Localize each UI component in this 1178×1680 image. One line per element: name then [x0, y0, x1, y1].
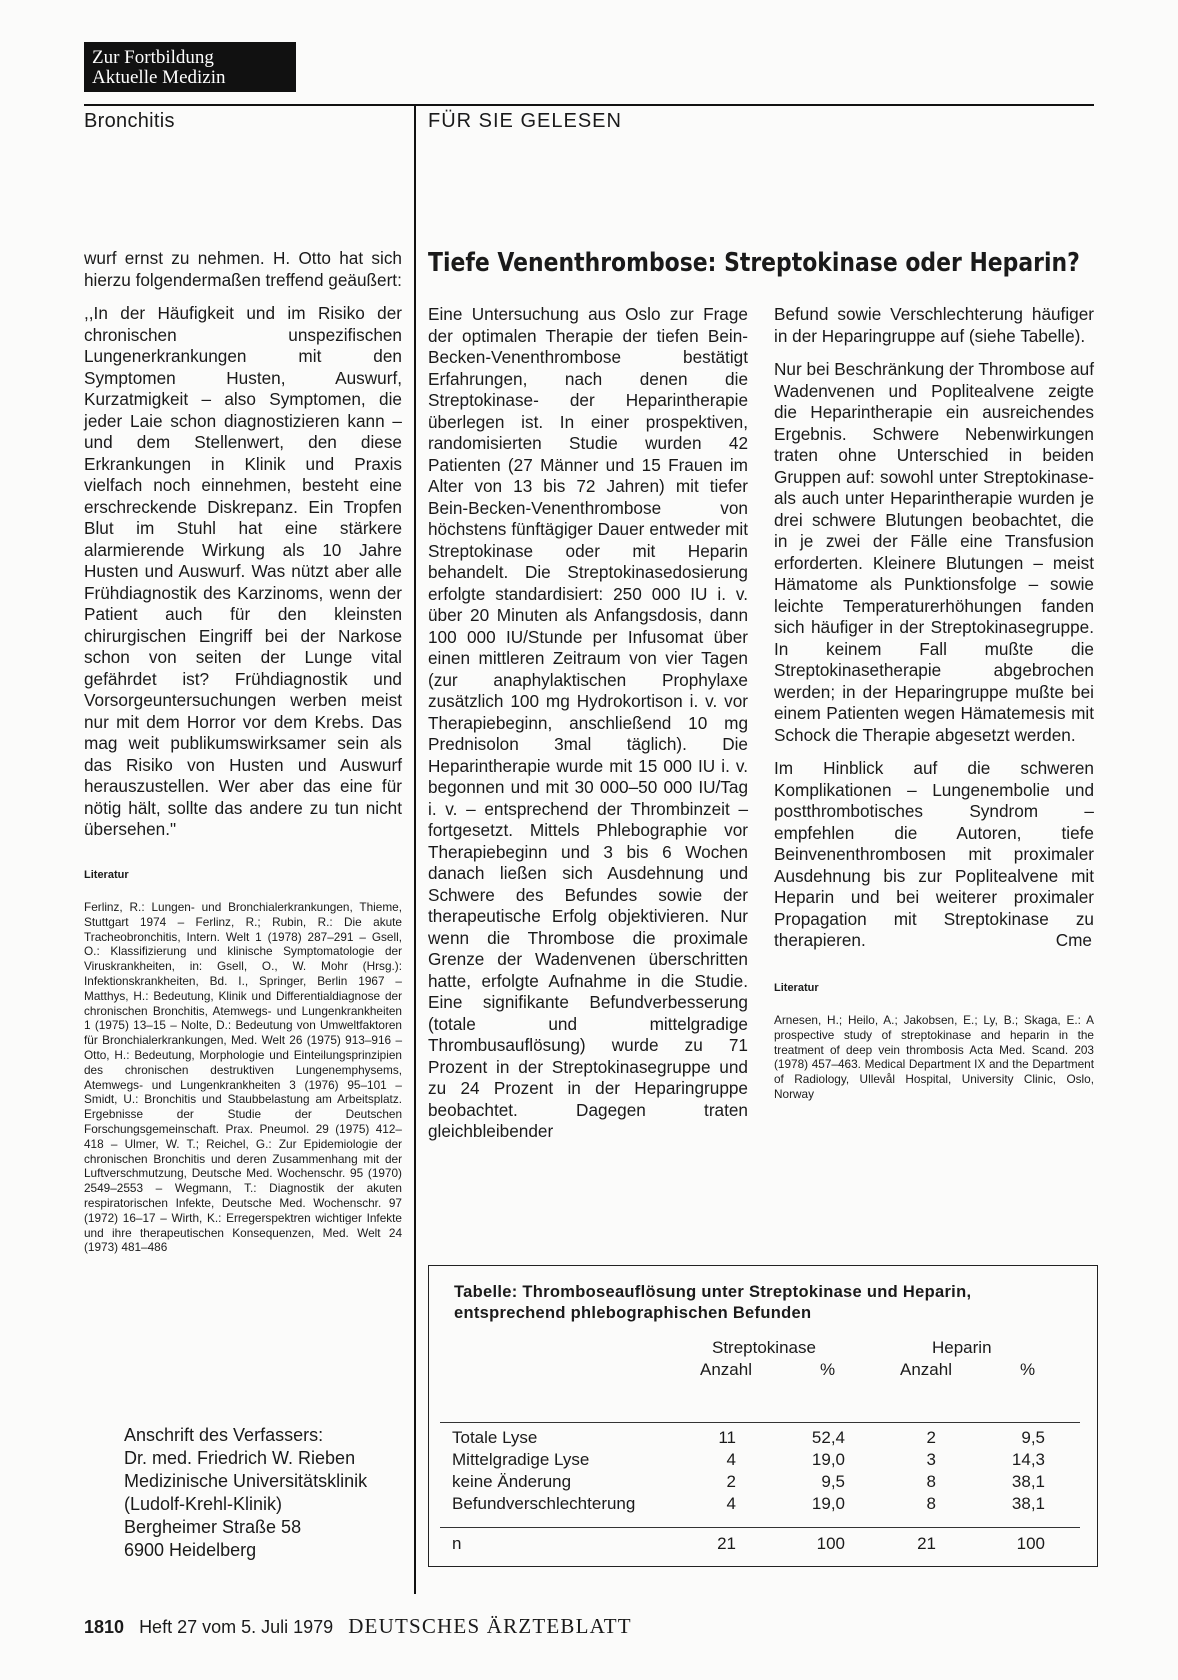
table-header-percent: %	[1020, 1360, 1036, 1379]
address-line: Medizinische Universitätsklinik	[124, 1471, 368, 1491]
table-total-cell: 21	[717, 1534, 736, 1553]
column-divider	[414, 104, 416, 1594]
literature-heading-left: Literatur	[84, 868, 129, 881]
table-cell: 8	[926, 1472, 936, 1491]
page-footer	[84, 1614, 632, 1639]
section-title-right: FÜR SIE GELESEN	[428, 110, 622, 132]
table-cell: 4	[726, 1450, 736, 1469]
table-cell: 2	[726, 1472, 736, 1491]
article-middle-column	[428, 304, 748, 1153]
header-rule	[84, 104, 1094, 106]
table-group-heparin: Heparin	[932, 1338, 992, 1357]
address-line: 6900 Heidelberg	[124, 1540, 257, 1560]
table-cell: 11	[718, 1428, 736, 1447]
section-title-left: Bronchitis	[84, 110, 175, 132]
table-total-cell: 21	[917, 1534, 936, 1553]
table-caption	[454, 1282, 1094, 1324]
address-line: Anschrift des Verfassers:	[124, 1425, 324, 1445]
page-number: 1810	[84, 1617, 125, 1637]
table-row-label: Totale Lyse	[452, 1428, 538, 1447]
author-signature: Cme	[1055, 930, 1092, 950]
article-headline: Tiefe Venenthrombose: Streptokinase oder Heparin?	[428, 248, 1080, 278]
table-cell: 19,0	[811, 1494, 845, 1513]
address-line: (Ludolf-Krehl-Klinik)	[124, 1494, 283, 1514]
table-cell: 19,0	[811, 1450, 845, 1469]
table-cell: 4	[726, 1494, 736, 1513]
badge-line-2: Aktuelle Medizin	[92, 67, 226, 88]
table-caption-line-2: entsprechend phlebographischen Befunden	[454, 1304, 812, 1322]
section-badge	[84, 42, 296, 92]
table-header-count: Anzahl	[700, 1360, 752, 1379]
table-cell: 9,5	[1021, 1428, 1045, 1447]
address-line: Bergheimer Straße 58	[124, 1517, 302, 1537]
table-cell: 14,3	[1011, 1450, 1045, 1469]
article-paragraph: Befund sowie Verschlechterung häufiger in der Heparingruppe auf (siehe Tabelle).	[774, 304, 1094, 346]
table-cell: 52,4	[811, 1428, 845, 1447]
article-paragraph: Nur bei Beschränkung der Thrombose auf Wadenvenen und Poplitealvene zeigte die Heparintherapie ein ausreichendes Ergebnis. Schwere Nebenwirkungen traten ohne Unterschied in beiden Gruppen auf: sowohl unter Streptokinase- als auch unter Heparintherapie wurden je drei schwere Blutungen beobachtet, die in je zwei der Fälle eine Transfusion erforderten. Kleinere Blutungen – meist Hämatome als Punktionsfolge – sowie leichte Temperaturerhöhungen fanden sich häufiger in der Streptokinasegruppe. In keinem Fall mußte die Streptokinasetherapie abgebrochen werden; in der Heparingruppe mußte bei einem Patienten wegen Hämatemesis mit Schock die Therapie abgesetzt werden.	[774, 359, 1094, 745]
left-intro-paragraph: wurf ernst zu nehmen. H. Otto hat sich hierzu folgendermaßen treffend geäußert:	[84, 248, 402, 290]
table-cell: 38,1	[1011, 1494, 1045, 1513]
article-paragraph	[774, 758, 1094, 952]
left-column	[84, 248, 402, 1255]
issue-info: Heft 27 vom 5. Juli 1979	[139, 1617, 334, 1637]
table-header-percent: %	[820, 1360, 836, 1379]
table-total-label: n	[452, 1534, 462, 1553]
table-cell: 9,5	[821, 1472, 845, 1491]
table-rule	[440, 1422, 1080, 1423]
table-group-streptokinase: Streptokinase	[712, 1338, 816, 1357]
article-right-column	[774, 304, 1094, 1102]
table-row-label: keine Änderung	[452, 1472, 572, 1491]
table-total-cell: 100	[1016, 1534, 1045, 1553]
literature-heading-right: Literatur	[774, 981, 819, 994]
table-total-cell: 100	[816, 1534, 845, 1553]
literature-list-left: Ferlinz, R.: Lungen- und Bronchialerkrankungen, Thieme, Stuttgart 1974 – Ferlinz, R.; Rubin, R.: Die akute Tracheobronchitis, Intern. Welt 1 (1978) 287–291 – Gsell, O.: Klassifizierung und klinische Symptomatologie der Viruskrankheiten, in: Gsell, O., W. Mohr (Hrsg.): Infektionskrankheiten, Bd. I., Springer, Berlin 1967 – Matthys, H.: Bedeutung, Klinik und Differentialdiagnose der chronischen Bronchitis, Atemwegs- und Lungenkrankheiten 1 (1975) 13–15 – Nolte, D.: Bedeutung von Umweltfaktoren für Bronchialerkrankungen, Med. Welt 26 (1975) 913–916 – Otto, H.: Bedeutung, Morphologie und Einteilungsprinzipien des chronischen destruktiven Lungenemphysems, Atemwegs- und Lungenkrankheiten 3 (1976) 95–101 – Smidt, U.: Bronchitis und Staubbelastung am Arbeitsplatz. Ergebnisse der Studie der Deutschen Forschungsgemeinschaft. Prax. Pneumol. 29 (1975) 412–418 – Ulmer, W. T.; Reichel, G.: Zur Epidemiologie der chronischen Bronchitis und deren Zusammenhang mit der Luftverschmutzung, Deutsche Med. Wochenschr. 95 (1970) 2549–2553 – Wegmann, T.: Diagnostik der akuten respiratorischen Infekte, Deutsche Med. Wochenschr. 97 (1972) 16–17 – Wirth, K.: Erregerspektren wichtiger Infekte und ihre therapeutischen Konsequenzen, Med. Welt 24 (1973) 481–486	[84, 900, 402, 1255]
table-rule	[440, 1527, 1080, 1528]
otto-quote: ,,In der Häufigkeit und im Risiko der chronischen unspezifischen Lungenerkrankungen mit den Symptomen Husten, Auswurf, Kurzatmigkeit – also Symptomen, die jeder Laie schon diagnostizieren kann – und dem Stellenwert, den diese Erkrankungen in Klinik und Praxis vielfach noch einnehmen, besteht eine erschreckende Diskrepanz. Ein Tropfen Blut im Stuhl hat eine stärkere alarmierende Wirkung als 10 Jahre Husten und Auswurf. Was nützt aber alle Frühdiagnostik des Karzinoms, wenn der Patient auch für den kleinsten chirurgischen Eingriff bei der Narkose schon von seiten der Lunge vital gefährdet ist? Frühdiagnostik und Vorsorgeuntersuchungen werben meist nur mit dem Horror vor dem Krebs. Das mag weit publikumswirksamer sein als das Risiko von Husten und Auswurf herauszustellen. Wer aber das eine für nötig hält, sollte das andere zu tun nicht übersehen."	[84, 303, 402, 839]
table-cell: 38,1	[1011, 1472, 1045, 1491]
address-line: Dr. med. Friedrich W. Rieben	[124, 1448, 356, 1468]
table-cell: 2	[926, 1428, 936, 1447]
table-cell: 8	[926, 1494, 936, 1513]
literature-list-right: Arnesen, H.; Heilo, A.; Jakobsen, E.; Ly, B.; Skaga, E.: A prospective study of streptokinase and heparin in the treatment of deep vein thrombosis Acta Med. Scand. 203 (1978) 457–463. Medical Department IX and the Department of Radiology, Ullevål Hospital, University Clinic, Oslo, Norway	[774, 1013, 1094, 1101]
badge-line-1: Zur Fortbildung	[92, 47, 214, 68]
table-row-label: Mittelgradige Lyse	[452, 1450, 590, 1469]
article-paragraph: Eine Untersuchung aus Oslo zur Frage der optimalen Therapie der tiefen Bein-Becken-Venenthrombose bestätigt Erfahrungen, nach denen die Streptokinase- der Heparintherapie überlegen ist. In einer prospektiven, randomisierten Studie wurden 42 Patienten (27 Männer und 15 Frauen im Alter von 13 bis 72 Jahren) mit tiefer Bein-Becken-Venenthrombose von höchstens fünftägiger Dauer entweder mit Streptokinase oder mit Heparin behandelt. Die Streptokinasedosierung erfolgte standardisiert: 250 000 IU i. v. über 20 Minuten als Anfangsdosis, dann 100 000 IU/Stunde per Infusomat über einen mittleren Zeitraum von vier Tagen (zur anaphylaktischen Prophylaxe zusätzlich 100 mg Hydrokortison i. v. vor Therapiebeginn, anschließend 10 mg Prednisolon 3mal täglich). Die Heparintherapie wurde mit 15 000 IU i. v. begonnen und mit 30 000–50 000 IU/Tag i. v. – entsprechend der Thrombinzeit – fortgesetzt. Mittels Phlebographie vor Therapiebeginn und 3 bis 6 Wochen danach ließen sich Ausdehnung und Schwere des Befundes sowie der therapeutische Erfolg objektivieren. Nur wenn die Thrombose die proximale Grenze der Wadenvenen überschritten hatte, erfolgte Aufnahme in die Studie. Eine signifikante Befundverbesserung (totale und mittelgradige Thrombusauflösung) wurde zu 71 Prozent in der Streptokinasegruppe und zu 24 Prozent in der Heparingruppe beobachtet. Dagegen traten gleichbleibender	[428, 304, 748, 1141]
table-cell: 3	[926, 1450, 936, 1469]
table-row-label: Befundverschlechterung	[452, 1494, 636, 1513]
table-header-count: Anzahl	[900, 1360, 952, 1379]
publication-name: DEUTSCHES ÄRZTEBLATT	[348, 1614, 632, 1638]
table-caption-line-1: Tabelle: Thromboseauflösung unter Streptokinase und Heparin,	[454, 1283, 972, 1301]
author-address	[124, 1424, 414, 1562]
article-paragraph-text: Im Hinblick auf die schweren Komplikationen – Lungenembolie und postthrombotisches Syndrom – empfehlen die Autoren, tiefe Beinvenenthrombosen mit proximaler Ausdehnung bis zur Poplitealvene mit Heparin und bei weiterer proximaler Propagation mit Streptokinase zu therapieren.	[774, 758, 1094, 950]
